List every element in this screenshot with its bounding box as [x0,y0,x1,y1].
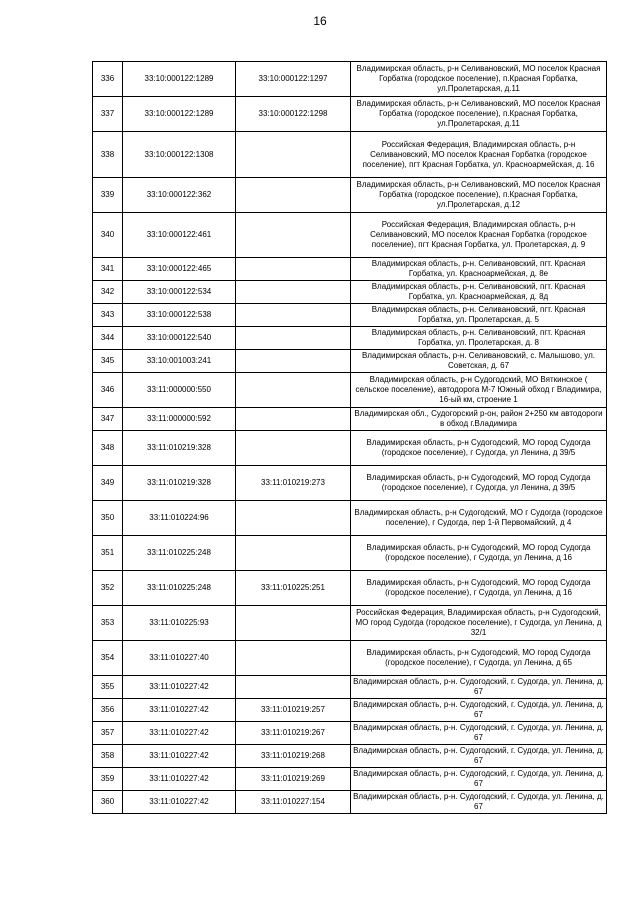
related-cadastral-number-cell: 33:11:010219:273 [236,466,351,501]
related-cadastral-number-cell [236,501,351,536]
address-cell: Владимирская область, р-н. Селивановский, пгт. Красная Горбатка, ул. Красноармейская, д. 8е [351,258,607,281]
row-number-cell: 337 [93,97,123,132]
cadastral-number-cell: 33:11:010227:42 [123,768,236,791]
cadastral-number-cell: 33:11:000000:550 [123,373,236,408]
address-cell: Владимирская область, р-н. Судогодский, г. Судогда, ул. Ленина, д. 67 [351,791,607,814]
address-cell: Владимирская область, р-н. Селивановский, пгт. Красная Горбатка, ул. Пролетарская, д. 5 [351,304,607,327]
related-cadastral-number-cell: 33:11:010219:268 [236,745,351,768]
row-number-cell: 353 [93,606,123,641]
row-number-cell: 342 [93,281,123,304]
row-number-cell: 350 [93,501,123,536]
table-row [93,571,607,606]
row-number-cell: 338 [93,132,123,178]
related-cadastral-number-cell [236,281,351,304]
address-cell: Владимирская область, р-н. Селивановский, с. Малышово, ул. Советская, д. 67 [351,350,607,373]
related-cadastral-number-cell [236,408,351,431]
address-cell: Владимирская область, р-н Судогодский, МО город Судогда (городское поселение), г Судогда, ул Ленина, д 16 [351,536,607,571]
cadastral-number-cell: 33:11:010224:96 [123,501,236,536]
table-row [93,327,607,350]
table-row [93,722,607,745]
related-cadastral-number-cell [236,536,351,571]
address-cell: Владимирская область, р-н. Судогодский, г. Судогда, ул. Ленина, д. 67 [351,676,607,699]
cadastral-number-cell: 33:10:000122:1308 [123,132,236,178]
related-cadastral-number-cell [236,132,351,178]
table-row [93,350,607,373]
related-cadastral-number-cell [236,178,351,213]
table-row [93,536,607,571]
address-cell: Владимирская обл., Судогорский р-он, район 2+250 км автодороги в обход г.Владимира [351,408,607,431]
related-cadastral-number-cell [236,373,351,408]
related-cadastral-number-cell [236,258,351,281]
cadastral-number-cell: 33:11:010227:42 [123,745,236,768]
table-row [93,281,607,304]
row-number-cell: 356 [93,699,123,722]
row-number-cell: 341 [93,258,123,281]
table-row [93,431,607,466]
related-cadastral-number-cell: 33:11:010227:154 [236,791,351,814]
address-cell: Владимирская область, р-н Судогодский, МО город Судогда (городское поселение), г Судогда, ул Ленина, д 16 [351,571,607,606]
address-cell: Владимирская область, р-н Судогодский, МО город Судогда (городское поселение), г Судогда, ул Ленина, д 65 [351,641,607,676]
address-cell: Владимирская область, р-н Судогодский, МО г Судогда (городское поселение), г Судогда, пер 1-й Первомайский, д 4 [351,501,607,536]
related-cadastral-number-cell [236,641,351,676]
cadastral-number-cell: 33:10:000122:540 [123,327,236,350]
cadastral-number-cell: 33:11:010225:93 [123,606,236,641]
cadastral-number-cell: 33:11:010219:328 [123,466,236,501]
related-cadastral-number-cell [236,676,351,699]
address-cell: Владимирская область, р-н. Селивановский, пгт. Красная Горбатка, ул. Пролетарская, д. 8 [351,327,607,350]
related-cadastral-number-cell: 33:11:010219:269 [236,768,351,791]
table-row [93,791,607,814]
table-row [93,501,607,536]
row-number-cell: 339 [93,178,123,213]
table-row [93,373,607,408]
cadastral-number-cell: 33:10:000122:461 [123,213,236,258]
cadastral-number-cell: 33:10:000122:362 [123,178,236,213]
table-row [93,699,607,722]
cadastral-number-cell: 33:11:010227:42 [123,791,236,814]
cadastral-number-cell: 33:11:000000:592 [123,408,236,431]
table-row [93,132,607,178]
address-cell: Владимирская область, р-н Селивановский, МО поселок Красная Горбатка (городское поселение), п.Красная Горбатка, ул.Пролетарская, д.12 [351,178,607,213]
table-row [93,466,607,501]
cadastral-number-cell: 33:11:010227:42 [123,699,236,722]
related-cadastral-number-cell [236,213,351,258]
cadastral-number-cell: 33:11:010227:42 [123,722,236,745]
table-row [93,62,607,97]
related-cadastral-number-cell [236,327,351,350]
table-row [93,178,607,213]
row-number-cell: 360 [93,791,123,814]
cadastral-number-cell: 33:10:000122:538 [123,304,236,327]
related-cadastral-number-cell: 33:10:000122:1297 [236,62,351,97]
row-number-cell: 355 [93,676,123,699]
cadastral-number-cell: 33:11:010219:328 [123,431,236,466]
related-cadastral-number-cell: 33:11:010225:251 [236,571,351,606]
row-number-cell: 344 [93,327,123,350]
address-cell: Владимирская область, р-н Селивановский, МО поселок Красная Горбатка (городское поселение), п.Красная Горбатка, ул.Пролетарская, д.11 [351,62,607,97]
cadastral-number-cell: 33:11:010225:248 [123,571,236,606]
address-cell: Владимирская область, р-н. Судогодский, г. Судогда, ул. Ленина, д. 67 [351,745,607,768]
row-number-cell: 345 [93,350,123,373]
related-cadastral-number-cell [236,350,351,373]
row-number-cell: 347 [93,408,123,431]
cadastral-number-cell: 33:10:000122:534 [123,281,236,304]
cadastral-number-cell: 33:10:000122:465 [123,258,236,281]
row-number-cell: 352 [93,571,123,606]
address-cell: Владимирская область, р-н. Судогодский, г. Судогда, ул. Ленина, д. 67 [351,768,607,791]
row-number-cell: 359 [93,768,123,791]
table-row [93,97,607,132]
cadastral-number-cell: 33:11:010227:40 [123,641,236,676]
address-cell: Владимирская область, р-н Судогодский, МО Вяткинское ( сельское поселение), автодорога М-7 Южный обход г Владимира, 16-ый км, строение 1 [351,373,607,408]
row-number-cell: 348 [93,431,123,466]
address-cell: Российская Федерация, Владимирская область, р-н Судогодский, МО город Судогда (городское поселение), г Судогда, ул Ленина, д 32/1 [351,606,607,641]
table-row [93,768,607,791]
related-cadastral-number-cell: 33:11:010219:257 [236,699,351,722]
address-cell: Владимирская область, р-н Судогодский, МО город Судогда (городское поселение), г Судогда, ул Ленина, д 39/5 [351,431,607,466]
row-number-cell: 336 [93,62,123,97]
row-number-cell: 358 [93,745,123,768]
row-number-cell: 343 [93,304,123,327]
row-number-cell: 340 [93,213,123,258]
table-row [93,213,607,258]
table-row [93,676,607,699]
table-row [93,606,607,641]
address-cell: Российская Федерация, Владимирская область, р-н Селивановский, МО поселок Красная Горбатка (городское поселение), пгт Красная Горбатка, ул. Пролетарская, д. 9 [351,213,607,258]
address-cell: Владимирская область, р-н Судогодский, МО город Судогда (городское поселение), г Судогда, ул Ленина, д 39/5 [351,466,607,501]
registry-table [92,61,607,814]
address-cell: Владимирская область, р-н. Судогодский, г. Судогда, ул. Ленина, д. 67 [351,722,607,745]
related-cadastral-number-cell [236,304,351,327]
cadastral-number-cell: 33:11:010227:42 [123,676,236,699]
row-number-cell: 351 [93,536,123,571]
table-row [93,304,607,327]
address-cell: Российская Федерация, Владимирская область, р-н Селивановский, МО поселок Красная Горбатка (городское поселение), пгт Красная Горбатка, ул. Красноармейская, д. 16 [351,132,607,178]
related-cadastral-number-cell: 33:11:010219:267 [236,722,351,745]
address-cell: Владимирская область, р-н Селивановский, МО поселок Красная Горбатка (городское поселение), п.Красная Горбатка, ул.Пролетарская, д.11 [351,97,607,132]
row-number-cell: 357 [93,722,123,745]
row-number-cell: 346 [93,373,123,408]
address-cell: Владимирская область, р-н. Судогодский, г. Судогда, ул. Ленина, д. 67 [351,699,607,722]
registry-table-body [93,62,607,814]
related-cadastral-number-cell [236,431,351,466]
related-cadastral-number-cell [236,606,351,641]
table-row [93,258,607,281]
cadastral-number-cell: 33:11:010225:248 [123,536,236,571]
address-cell: Владимирская область, р-н. Селивановский, пгт. Красная Горбатка, ул. Красноармейская, д. 8д [351,281,607,304]
table-row [93,641,607,676]
row-number-cell: 349 [93,466,123,501]
related-cadastral-number-cell: 33:10:000122:1298 [236,97,351,132]
page-number: 16 [313,14,327,28]
row-number-cell: 354 [93,641,123,676]
cadastral-number-cell: 33:10:000122:1289 [123,97,236,132]
cadastral-number-cell: 33:10:000122:1289 [123,62,236,97]
cadastral-number-cell: 33:10:001003:241 [123,350,236,373]
table-row [93,408,607,431]
table-row [93,745,607,768]
